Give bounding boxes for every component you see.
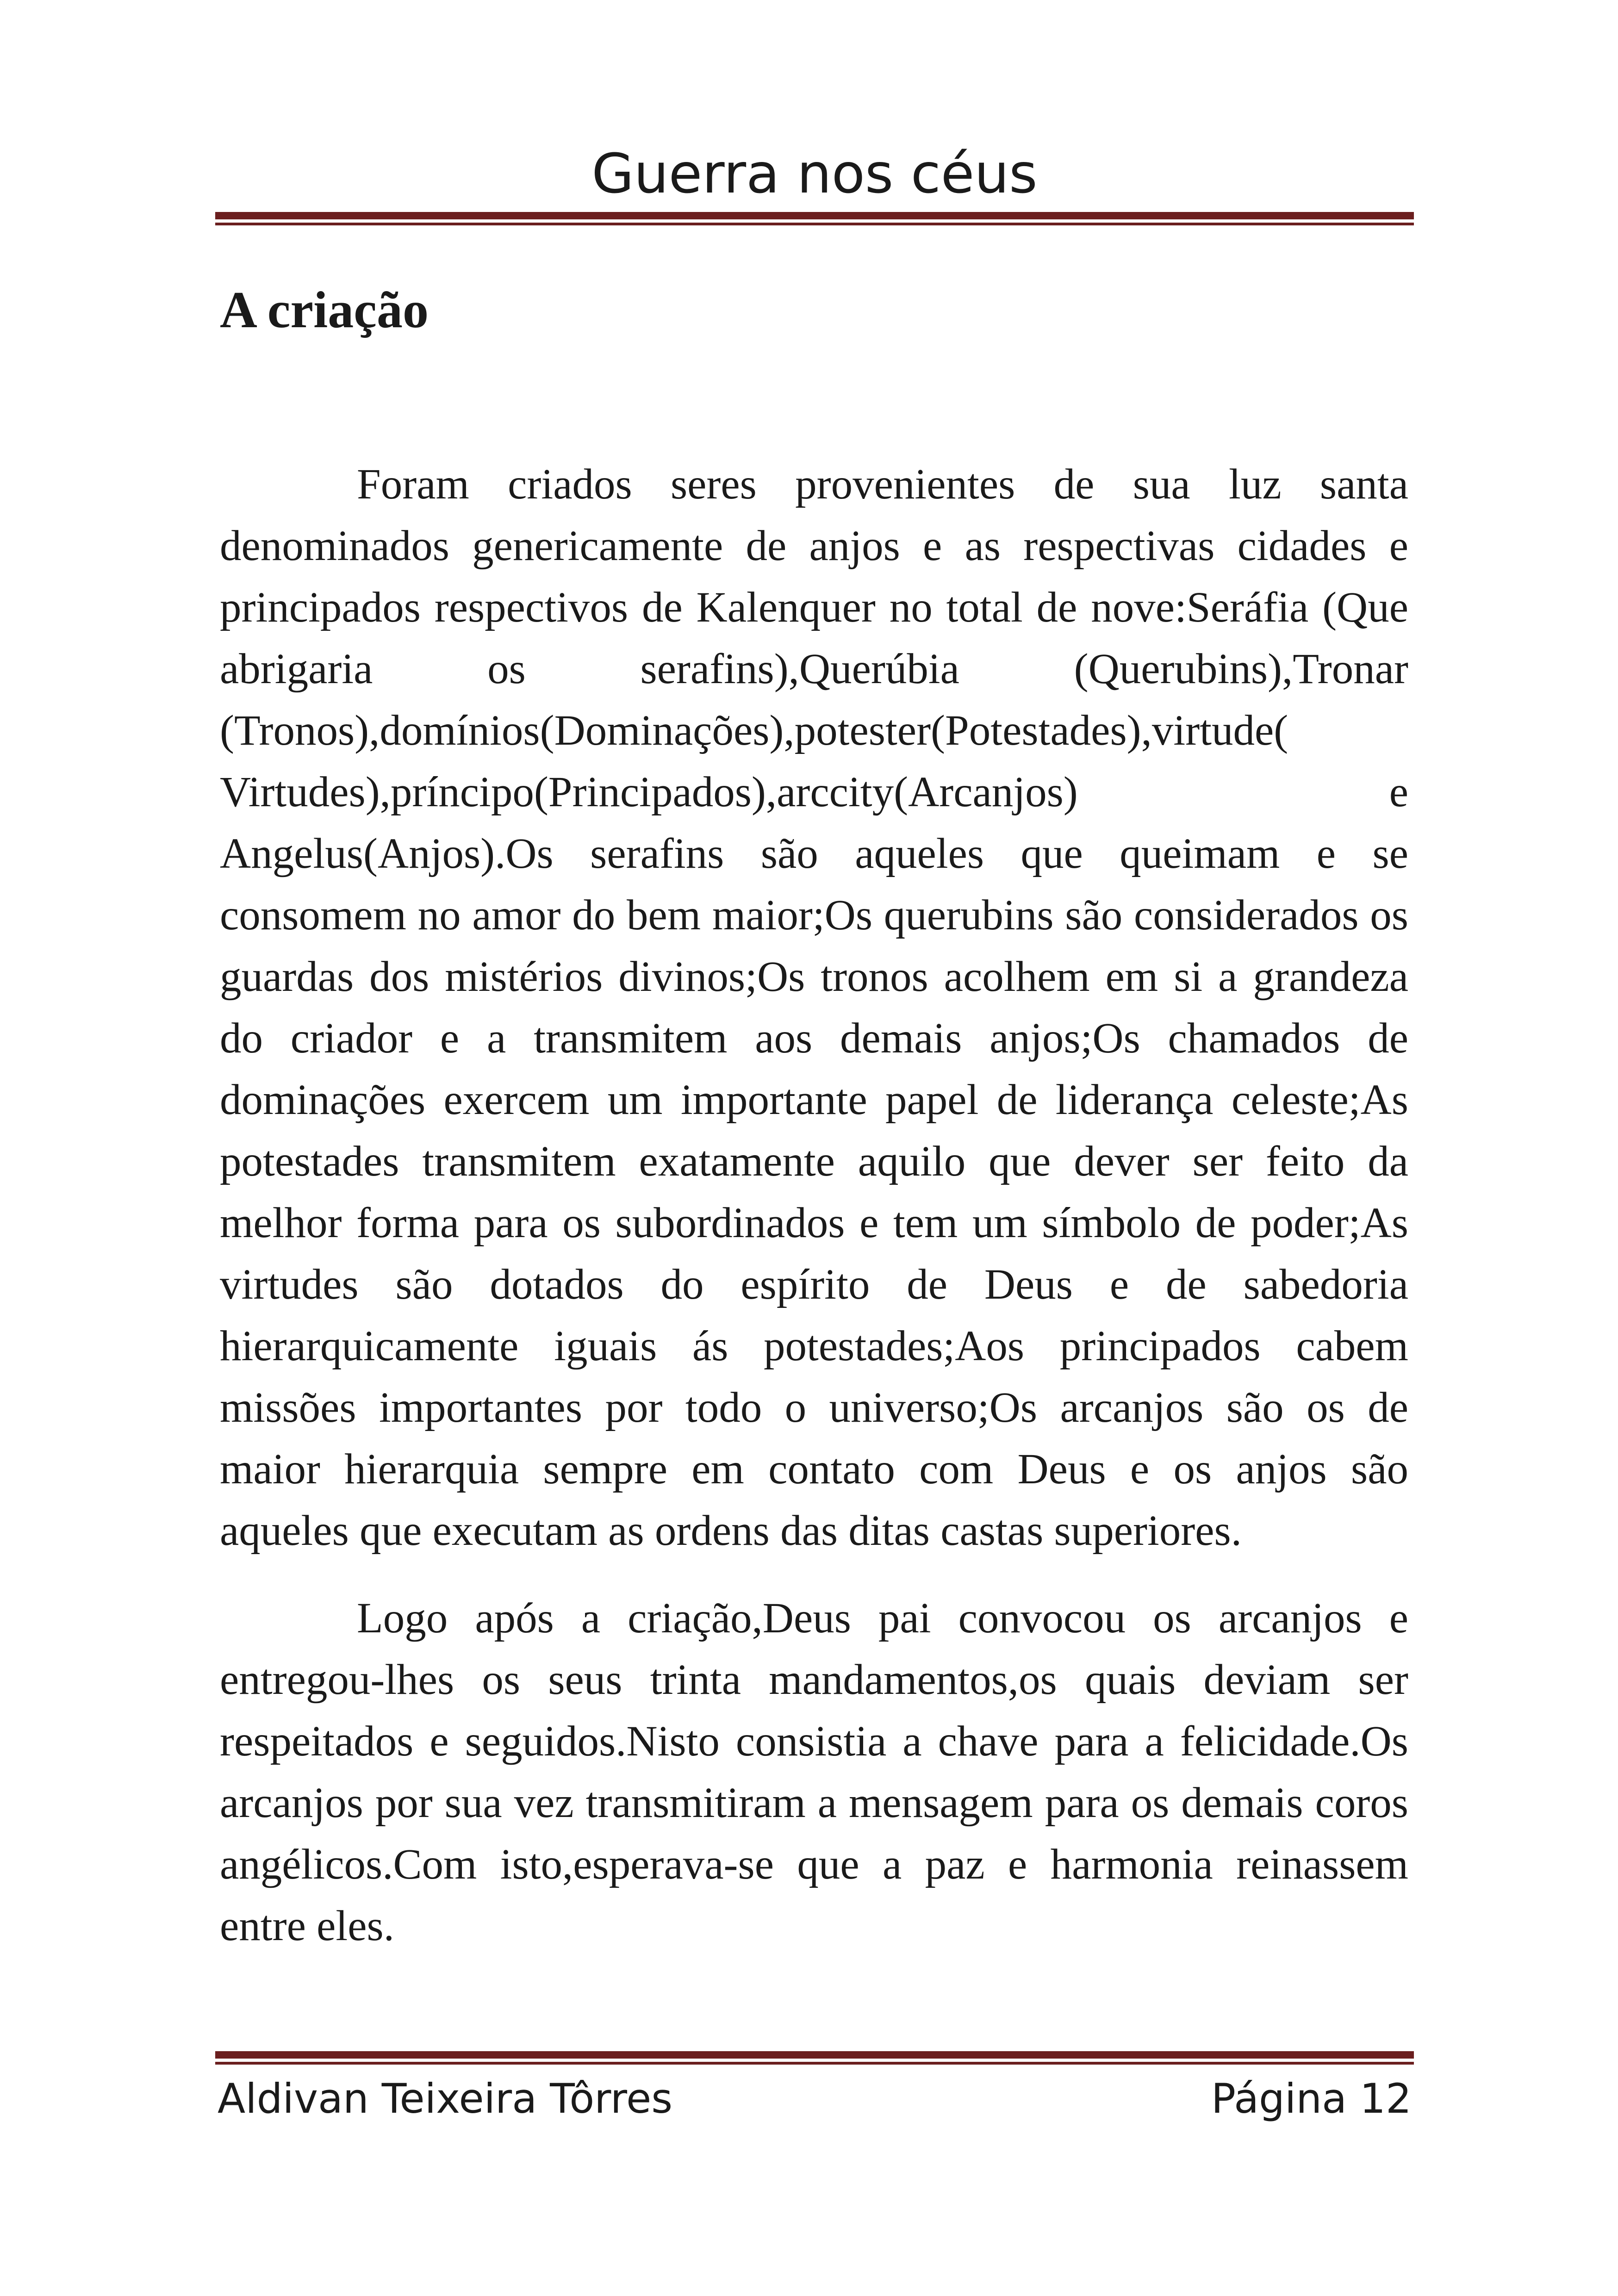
chapter-body [220, 454, 1408, 1983]
header-divider [215, 212, 1414, 225]
footer-author: Aldivan Teixeira Tôrres [218, 2075, 673, 2122]
chapter-title: A criação [220, 281, 429, 339]
paragraph: Logo após a criação,Deus pai convocou os arcanjos e entregou-lhes os seus trinta mandamentos,os quais deviam ser respeitados e seguidos.Nisto consistia a chave para a felicidade.Os arcanjos por sua vez transmitiram a mensagem para os demais coros angélicos.Com isto,esperava-se que a paz e harmonia reinassem entre eles. [220, 1594, 1408, 1950]
footer-divider [215, 2051, 1414, 2065]
running-header-title: Guerra nos céus [591, 142, 1038, 205]
paragraph: Foram criados seres provenientes de sua luz santa denominados genericamente de anjos e as respectivas cidades e principados respectivos de Kalenquer no total de nove:Seráfia (Que abrigaria os serafins),Querúbia (Querubins),Tronar (Tronos),domínios(Dominações),potester(Potestades),virtude( Virtudes),príncipo(Principados),arccity(Arcanjos) e Angelus(Anjos).Os serafins são aqueles que queimam e se consomem no amor do bem maior;Os querubins são considerados os guardas dos mistérios divinos;Os tronos acolhem em si a grandeza do criador e a transmitem aos demais anjos;Os chamados de dominações exercem um importante papel de liderança celeste;As potestades transmitem exatamente aquilo que dever ser feito da melhor forma para os subordinados e tem um símbolo de poder;As virtudes são dotados do espírito de Deus e de sabedoria hierarquicamente iguais ás potestades;Aos principados cabem missões importantes por todo o universo;Os arcanjos são os de maior hierarquia sempre em contato com Deus e os anjos são aqueles que executam as ordens das ditas castas superiores. [220, 460, 1408, 1555]
page-footer [218, 2066, 1412, 2131]
footer-page-number: Página 12 [1211, 2075, 1412, 2122]
